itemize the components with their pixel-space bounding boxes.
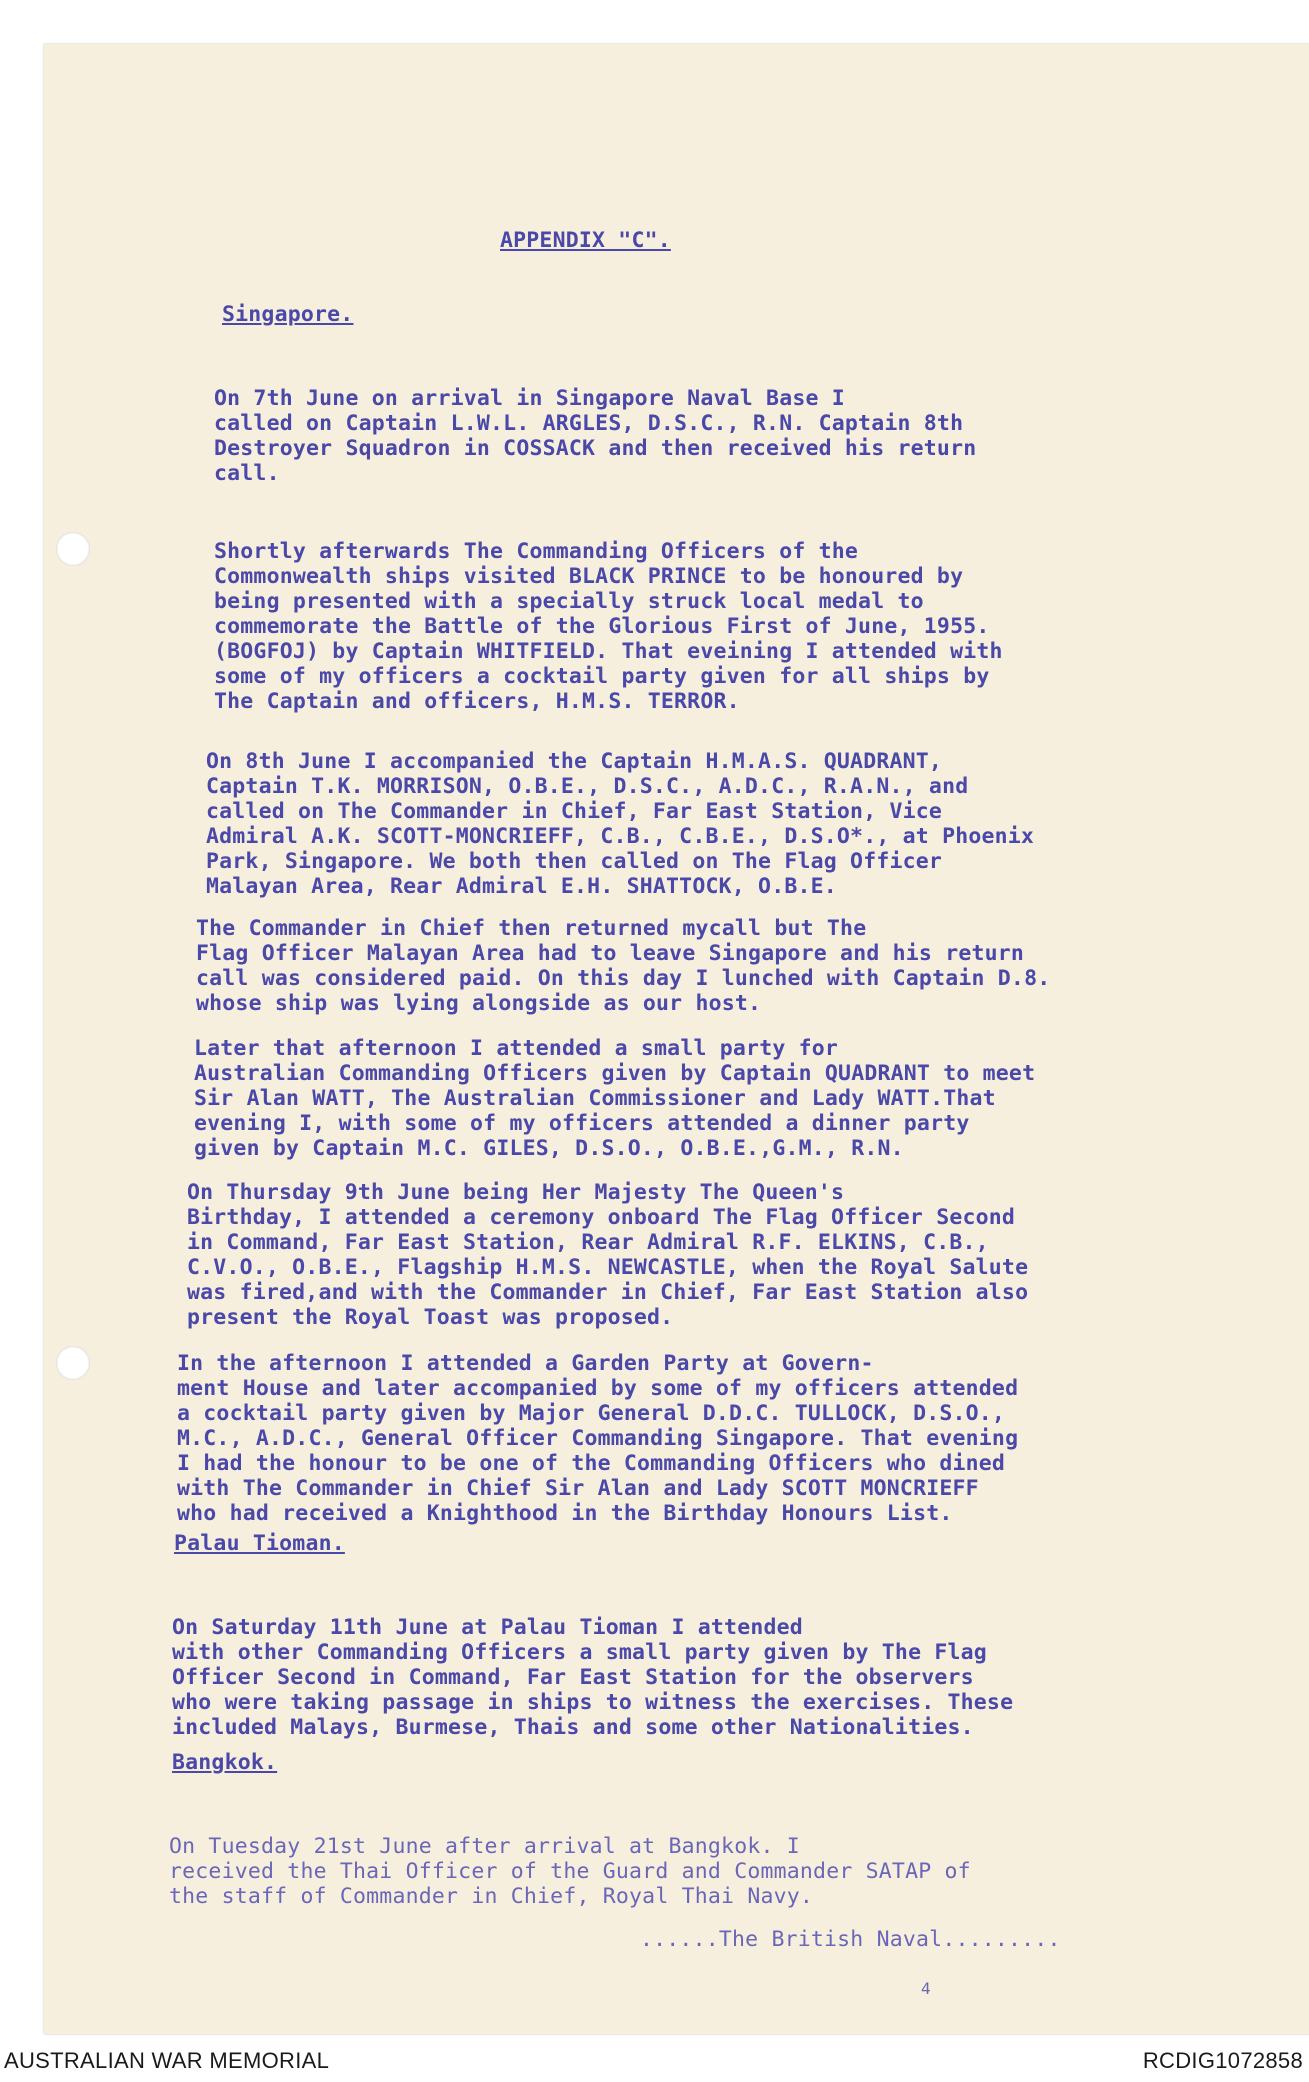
document-page xyxy=(44,44,1309,2034)
page-mark: 4 xyxy=(921,1979,931,1998)
appendix-title: APPENDIX "C". xyxy=(500,228,671,253)
paragraph-bogfoj-medal: Shortly afterwards The Commanding Officers of the Commonwealth ships visited BLACK PRINCE to be honoured by being presented with a specially struck local medal to commemorate the Battle of the Glorious First of June, 1955. (BOGFOJ) by Captain WHITFIELD. That eveining I attended with some of my officers a cocktail party given for all ships by The Captain and officers, H.M.S. TERROR. xyxy=(214,539,1003,714)
heading-palau-tioman: Palau Tioman. xyxy=(174,1531,345,1556)
paragraph-bangkok-arrival: On Tuesday 21st June after arrival at Bangkok. I received the Thai Officer of the Guard and Commander SATAP of the staff of Commander in Chief, Royal Thai Navy. xyxy=(169,1834,971,1909)
footer-institution: AUSTRALIAN WAR MEMORIAL xyxy=(4,2048,330,2073)
catchword: ......The British Naval......... xyxy=(640,1927,1061,1952)
paragraph-tioman-party: On Saturday 11th June at Palau Tioman I attended with other Commanding Officers a small party given by The Flag Officer Second in Command, Far East Station for the observers who were taking passage in ships to witness the exercises. These included Malays, Burmese, Thais and some other Nationalities. xyxy=(172,1615,1014,1740)
punch-hole-upper xyxy=(56,532,90,566)
paragraph-garden-party: In the afternoon I attended a Garden Party at Govern- ment House and later accompanied by some of my officers attended a cocktail party given by Major General D.D.C. TULLOCK, D.S.O., M.C., A.D.C., General Officer Commanding Singapore. That evening I had the honour to be one of the Commanding Officers who dined with The Commander in Chief Sir Alan and Lady SCOTT MONCRIEFF who had received a Knighthood in the Birthday Honours List. xyxy=(177,1351,1019,1526)
paragraph-watt-party: Later that afternoon I attended a small party for Australian Commanding Officers given by Captain QUADRANT to meet Sir Alan WATT, The Australian Commissioner and Lady WATT.That evening I, with some of my officers attended a dinner party given by Captain M.C. GILES, D.S.O., O.B.E.,G.M., R.N. xyxy=(194,1036,1036,1161)
heading-singapore: Singapore. xyxy=(222,302,354,327)
paragraph-arrival-singapore: On 7th June on arrival in Singapore Naval Base I called on Captain L.W.L. ARGLES, D.S.C., R.N. Captain 8th Destroyer Squadron in COSSACK and then received his return call. xyxy=(214,386,977,486)
paragraph-queens-birthday: On Thursday 9th June being Her Majesty The Queen's Birthday, I attended a ceremony onboard The Flag Officer Second in Command, Far East Station, Rear Admiral R.F. ELKINS, C.B., C.V.O., O.B.E., Flagship H.M.S. NEWCASTLE, when the Royal Salute was fired,and with the Commander in Chief, Far East Station also present the Royal Toast was proposed. xyxy=(187,1180,1029,1330)
paragraph-return-call: The Commander in Chief then returned mycall but The Flag Officer Malayan Area had to leave Singapore and his return call was considered paid. On this day I lunched with Captain D.8. whose ship was lying alongside as our host. xyxy=(196,916,1051,1016)
footer-record-id: RCDIG1072858 xyxy=(1142,2048,1303,2073)
punch-hole-lower xyxy=(56,1346,90,1380)
paragraph-calls-8th-june: On 8th June I accompanied the Captain H.M.A.S. QUADRANT, Captain T.K. MORRISON, O.B.E., D.S.C., A.D.C., R.A.N., and called on The Commander in Chief, Far East Station, Vice Admiral A.K. SCOTT-MONCRIEFF, C.B., C.B.E., D.S.O*., at Phoenix Park, Singapore. We both then called on The Flag Officer Malayan Area, Rear Admiral E.H. SHATTOCK, O.B.E. xyxy=(206,749,1035,899)
heading-bangkok: Bangkok. xyxy=(172,1750,278,1775)
